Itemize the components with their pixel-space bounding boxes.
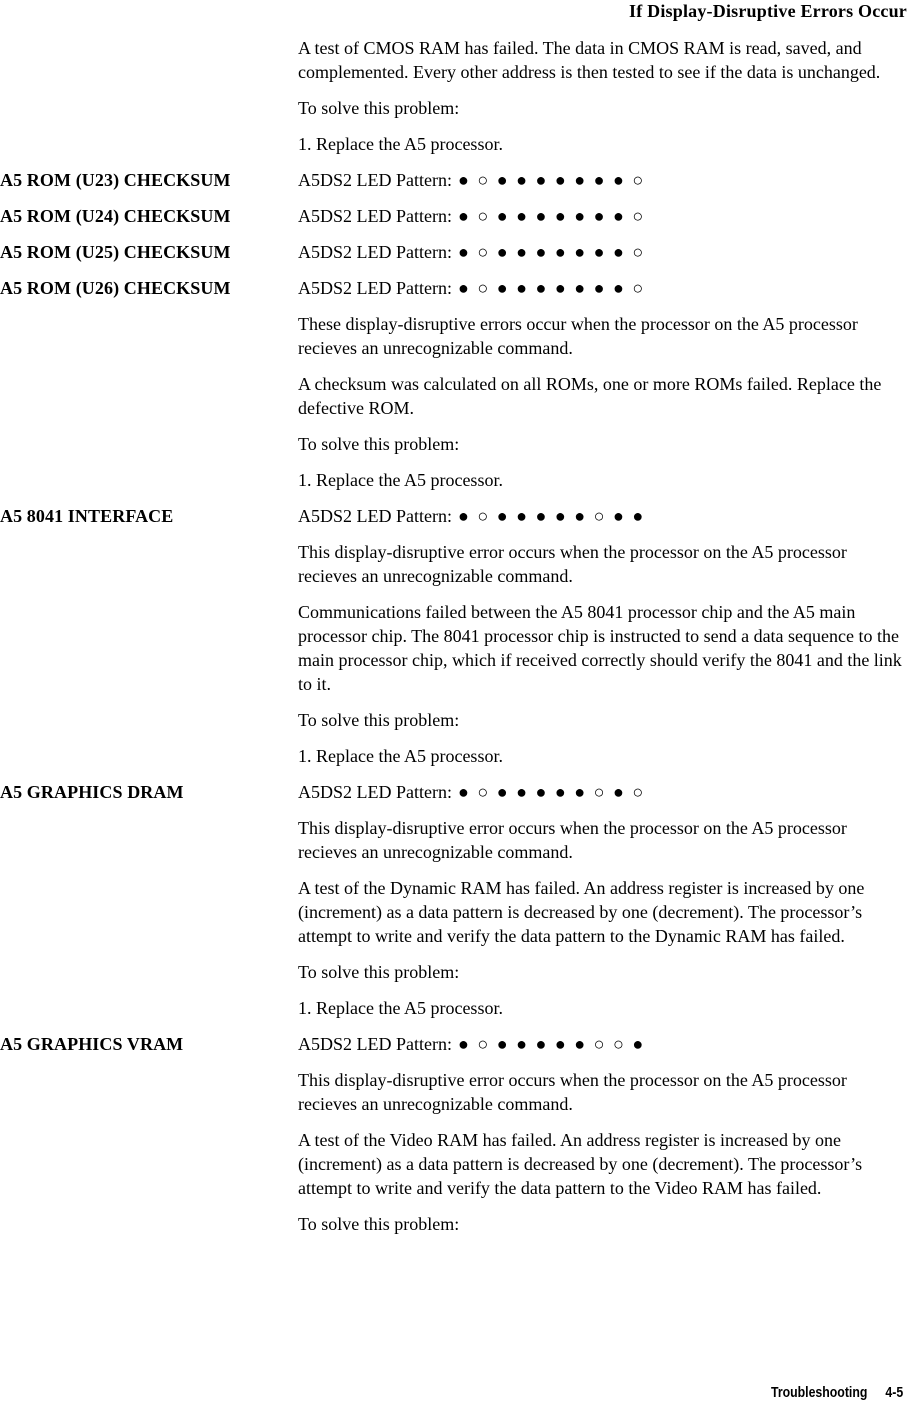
dram-occur-text: This display-disruptive error occurs when the processor on the A5 processor recieves an unrecognizable command.	[298, 818, 847, 862]
rom-occur-text: These display-disruptive errors occur when the processor on the A5 processor recieves an unrecognizable command.	[298, 314, 858, 358]
led-pattern-label: A5DS2 LED Pattern:	[298, 506, 452, 526]
led-pattern-dots: ● ○ ● ● ● ● ● ● ● ○	[457, 278, 646, 298]
led-pattern-dots: ● ○ ● ● ● ● ● ● ● ○	[457, 242, 646, 262]
rom-description: A checksum was calculated on all ROMs, one or more ROMs failed. Replace the defective ROM.	[298, 374, 882, 418]
led-pattern-label: A5DS2 LED Pattern:	[298, 242, 452, 262]
error-label: A5 ROM (U26) CHECKSUM	[0, 278, 231, 298]
page-footer	[771, 1384, 903, 1402]
footer-section-name: Troubleshooting	[770, 1384, 868, 1401]
led-pattern	[298, 504, 908, 528]
section-label-empty	[0, 36, 298, 168]
led-pattern-label: A5DS2 LED Pattern:	[298, 782, 452, 802]
error-label: A5 GRAPHICS DRAM	[0, 782, 184, 802]
led-pattern	[298, 168, 908, 192]
rom-errors-details	[0, 312, 909, 504]
cmos-ram-description: A test of CMOS RAM has failed. The data in CMOS RAM is read, saved, and complemented. Every other address is then tested to see if the data is unchanged.	[298, 38, 881, 82]
interface-occur-text: This display-disruptive error occurs when the processor on the A5 processor recieves an unrecognizable command.	[298, 542, 847, 586]
cmos-ram-step: 1. Replace the A5 processor.	[298, 134, 503, 154]
rom-u23-row	[0, 168, 909, 204]
led-pattern	[298, 780, 908, 804]
interface-description: Communications failed between the A5 8041 processor chip and the A5 main processor chip. The 8041 processor chip is instructed to send a data sequence to the main processor chip, which if received correctly should verify the 8041 and the link to it.	[298, 602, 902, 694]
document-body	[0, 36, 909, 1248]
led-pattern-dots: ● ○ ● ● ● ● ● ○ ● ●	[457, 506, 646, 526]
cmos-ram-section	[0, 36, 909, 168]
led-pattern-dots: ● ○ ● ● ● ● ● ● ● ○	[457, 170, 646, 190]
led-pattern-dots: ● ○ ● ● ● ● ● ● ● ○	[457, 206, 646, 226]
dram-step: 1. Replace the A5 processor.	[298, 998, 503, 1018]
rom-u25-row	[0, 240, 909, 276]
rom-step: 1. Replace the A5 processor.	[298, 470, 503, 490]
led-pattern	[298, 240, 908, 264]
dram-description: A test of the Dynamic RAM has failed. An address register is increased by one (increment) as a data pattern is decreased by one (decrement). The processor’s attempt to write and verify the data pattern to the Dynamic RAM has failed.	[298, 878, 865, 946]
footer-page-number: 4-5	[885, 1384, 903, 1401]
vram-description: A test of the Video RAM has failed. An address register is increased by one (increment) as a data pattern is decreased by one (decrement). The processor’s attempt to write and verify the data pattern to the Video RAM has failed.	[298, 1130, 863, 1198]
cmos-ram-body	[298, 36, 908, 168]
led-pattern	[298, 204, 908, 228]
interface-error-row	[0, 504, 909, 780]
error-label: A5 ROM (U23) CHECKSUM	[0, 170, 231, 190]
led-pattern-label: A5DS2 LED Pattern:	[298, 170, 452, 190]
error-label: A5 ROM (U25) CHECKSUM	[0, 242, 231, 262]
led-pattern-label: A5DS2 LED Pattern:	[298, 278, 452, 298]
vram-error-row	[0, 1032, 909, 1248]
interface-solve: To solve this problem:	[298, 710, 460, 730]
led-pattern-label: A5DS2 LED Pattern:	[298, 206, 452, 226]
led-pattern-label: A5DS2 LED Pattern:	[298, 1034, 452, 1054]
led-pattern-dots: ● ○ ● ● ● ● ● ○ ○ ●	[457, 1034, 646, 1054]
cmos-ram-solve: To solve this problem:	[298, 98, 460, 118]
error-label: A5 GRAPHICS VRAM	[0, 1034, 184, 1054]
led-pattern-dots: ● ○ ● ● ● ● ● ○ ● ○	[457, 782, 646, 802]
rom-solve: To solve this problem:	[298, 434, 460, 454]
interface-step: 1. Replace the A5 processor.	[298, 746, 503, 766]
rom-u26-row	[0, 276, 909, 312]
vram-solve: To solve this problem:	[298, 1214, 460, 1234]
vram-occur-text: This display-disruptive error occurs when the processor on the A5 processor recieves an unrecognizable command.	[298, 1070, 847, 1114]
rom-u24-row	[0, 204, 909, 240]
page-header-title: If Display-Disruptive Errors Occur	[629, 1, 907, 21]
section-label-empty	[0, 312, 298, 504]
error-label: A5 8041 INTERFACE	[0, 506, 174, 526]
dram-solve: To solve this problem:	[298, 962, 460, 982]
led-pattern	[298, 276, 908, 300]
led-pattern	[298, 1032, 908, 1056]
error-label: A5 ROM (U24) CHECKSUM	[0, 206, 231, 226]
dram-error-row	[0, 780, 909, 1032]
